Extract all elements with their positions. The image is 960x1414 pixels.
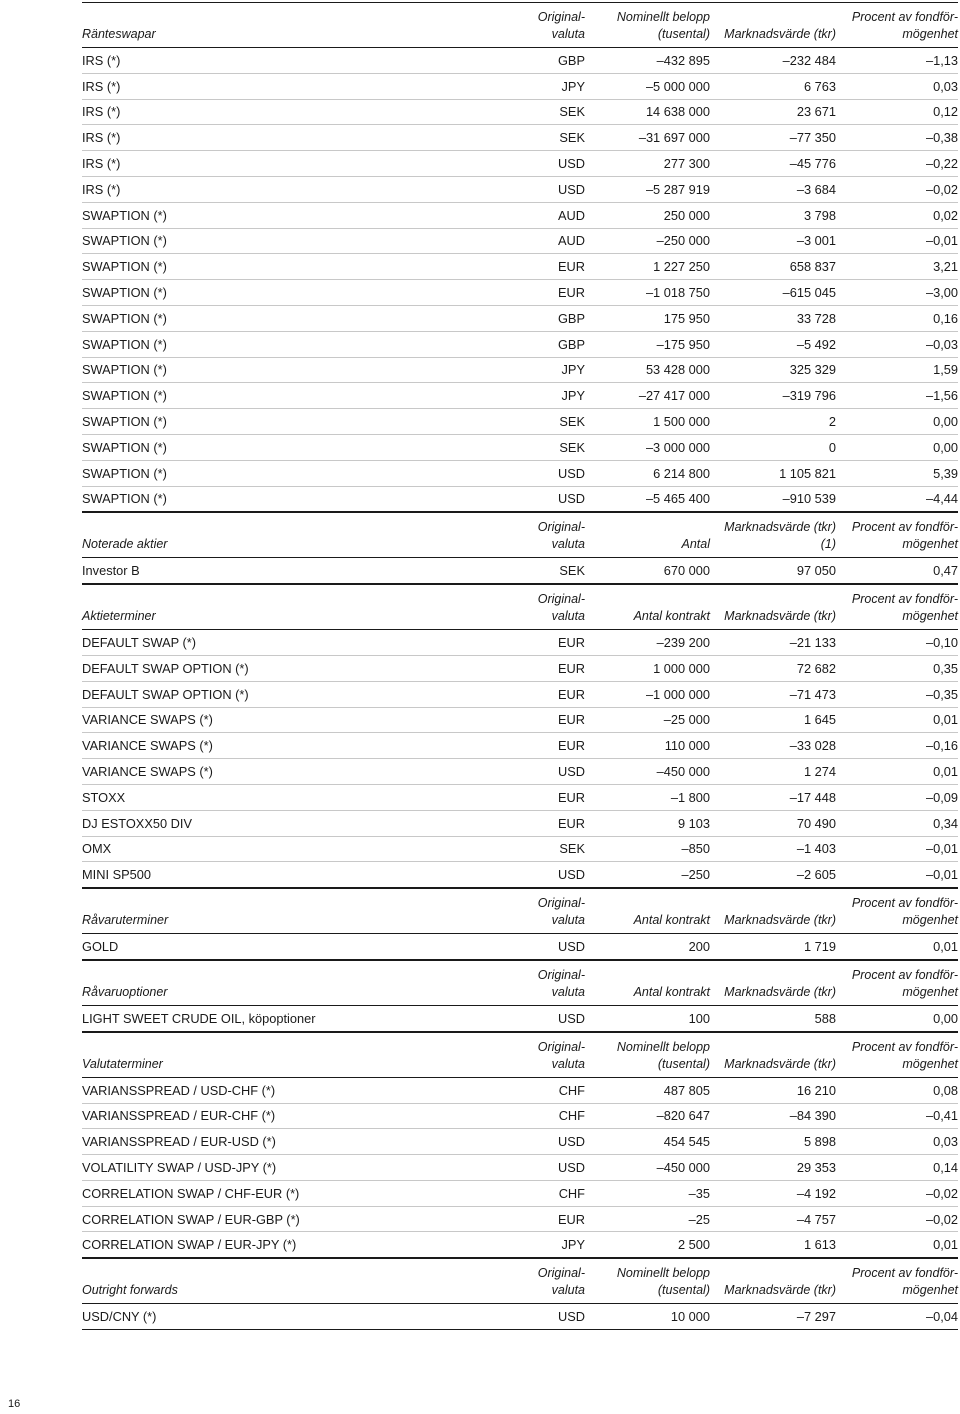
- cell-market-value: 658 837: [789, 259, 836, 275]
- section-header: [82, 1033, 958, 1078]
- cell-amount: –5 000 000: [645, 78, 710, 94]
- header-market-value: Marknadsvärde (tkr): [724, 27, 836, 41]
- section-6: [82, 1258, 958, 1330]
- cell-currency: SEK: [559, 841, 585, 857]
- table-row: [82, 461, 958, 487]
- cell-market-value: –3 684: [796, 181, 836, 197]
- cell-currency: EUR: [557, 285, 585, 301]
- cell-instrument: SWAPTION (*): [82, 388, 167, 404]
- table-row: [82, 409, 958, 435]
- cell-currency: JPY: [561, 78, 585, 94]
- cell-instrument: VARIANCE SWAPS (*): [82, 738, 213, 754]
- cell-market-value: –3 001: [796, 233, 836, 249]
- table-row: [82, 177, 958, 203]
- cell-percent: 0,01: [933, 939, 958, 954]
- cell-currency: EUR: [557, 712, 585, 728]
- table-row: [82, 358, 958, 384]
- cell-amount: 100: [688, 1010, 710, 1026]
- cell-currency: EUR: [557, 259, 585, 275]
- table-row: [82, 759, 958, 785]
- section-header: [82, 513, 958, 558]
- table-row: [82, 708, 958, 734]
- cell-instrument: SWAPTION (*): [82, 414, 167, 430]
- cell-percent: 0,35: [933, 660, 958, 676]
- cell-amount: –820 647: [656, 1108, 710, 1124]
- cell-percent: 0,03: [933, 1134, 958, 1150]
- cell-currency: JPY: [561, 362, 585, 378]
- cell-amount: 670 000: [663, 563, 710, 579]
- cell-instrument: VARIANCE SWAPS (*): [82, 712, 213, 728]
- cell-currency: USD: [557, 867, 585, 883]
- cell-amount: –175 950: [656, 336, 710, 352]
- header-amount: Antal kontrakt: [633, 913, 710, 928]
- table-row: [82, 229, 958, 255]
- table-row: [82, 1181, 958, 1207]
- cell-amount: –5 465 400: [645, 491, 710, 507]
- cell-amount: –450 000: [656, 764, 710, 780]
- cell-amount: 250 000: [663, 207, 710, 223]
- cell-amount: –250: [681, 867, 710, 883]
- cell-instrument: OMX: [82, 841, 112, 857]
- cell-percent: –0,10: [925, 635, 958, 651]
- cell-instrument: IRS (*): [82, 104, 121, 120]
- header-currency: Original- valuta: [537, 967, 585, 999]
- cell-market-value: 70 490: [796, 815, 836, 831]
- table-row: [82, 383, 958, 409]
- cell-percent: 0,00: [933, 439, 958, 455]
- table-row: [82, 487, 958, 513]
- cell-amount: –3 000 000: [645, 439, 710, 455]
- cell-percent: 3,21: [933, 259, 958, 275]
- cell-instrument: IRS (*): [82, 130, 121, 146]
- cell-market-value: 1 613: [803, 1237, 836, 1253]
- cell-market-value: 33 728: [796, 310, 836, 326]
- table-row: [82, 435, 958, 461]
- cell-currency: GBP: [557, 52, 585, 68]
- cell-instrument: SWAPTION (*): [82, 362, 167, 378]
- cell-percent: –0,02: [925, 1211, 958, 1227]
- cell-market-value: 1 105 821: [779, 465, 836, 481]
- cell-instrument: DJ ESTOXX50 DIV: [82, 815, 192, 831]
- section-header: [82, 3, 958, 48]
- cell-currency: AUD: [557, 233, 585, 249]
- cell-percent: 0,47: [933, 563, 958, 579]
- cell-amount: –35: [688, 1185, 710, 1201]
- cell-amount: –850: [681, 841, 710, 857]
- cell-percent: 0,08: [933, 1082, 958, 1098]
- cell-market-value: –7 297: [796, 1309, 836, 1325]
- cell-market-value: 588: [814, 1010, 836, 1026]
- header-amount: Antal: [681, 537, 710, 552]
- header-amount: Antal kontrakt: [633, 609, 710, 624]
- cell-percent: 5,39: [933, 465, 958, 481]
- cell-percent: –4,44: [925, 491, 958, 507]
- cell-percent: 0,00: [933, 414, 958, 430]
- cell-currency: JPY: [561, 1237, 585, 1253]
- cell-instrument: STOXX: [82, 789, 126, 805]
- cell-amount: 1 000 000: [653, 660, 710, 676]
- table-row: [82, 682, 958, 708]
- table-row: [82, 100, 958, 126]
- cell-amount: –250 000: [656, 233, 710, 249]
- header-instrument: Råvaruterminer: [82, 913, 169, 928]
- cell-amount: –27 417 000: [638, 388, 710, 404]
- cell-currency: CHF: [558, 1082, 585, 1098]
- header-currency: Original- valuta: [537, 520, 585, 552]
- cell-amount: 2 500: [677, 1237, 710, 1253]
- table-row: [82, 1207, 958, 1233]
- cell-market-value: 72 682: [796, 660, 836, 676]
- header-market-value: Marknadsvärde (tkr) (1): [724, 520, 836, 552]
- table-row: [82, 1232, 958, 1258]
- cell-currency: JPY: [561, 388, 585, 404]
- cell-market-value: –319 796: [782, 388, 836, 404]
- cell-instrument: USD/CNY (*): [82, 1309, 157, 1325]
- cell-instrument: IRS (*): [82, 52, 121, 68]
- cell-market-value: –71 473: [789, 686, 836, 702]
- cell-market-value: 97 050: [796, 563, 836, 579]
- cell-percent: 0,01: [933, 764, 958, 780]
- cell-percent: 0,00: [933, 1010, 958, 1026]
- cell-market-value: –2 605: [796, 867, 836, 883]
- cell-market-value: 325 329: [789, 362, 836, 378]
- cell-percent: –1,13: [925, 52, 958, 68]
- cell-percent: –0,01: [925, 867, 958, 883]
- cell-currency: EUR: [557, 789, 585, 805]
- cell-amount: –31 697 000: [638, 130, 710, 146]
- table-row: [82, 1078, 958, 1104]
- cell-percent: 0,01: [933, 1237, 958, 1253]
- cell-instrument: IRS (*): [82, 78, 121, 94]
- table-row: [82, 656, 958, 682]
- cell-market-value: –33 028: [789, 738, 836, 754]
- cell-percent: –0,03: [925, 336, 958, 352]
- cell-currency: SEK: [559, 104, 585, 120]
- header-currency: Original- valuta: [537, 10, 585, 41]
- cell-market-value: –45 776: [789, 156, 836, 172]
- section-1: [82, 512, 958, 584]
- cell-currency: SEK: [559, 414, 585, 430]
- cell-instrument: IRS (*): [82, 181, 121, 197]
- cell-currency: USD: [557, 491, 585, 507]
- cell-currency: EUR: [557, 660, 585, 676]
- cell-amount: 1 500 000: [653, 414, 710, 430]
- section-header: [82, 961, 958, 1006]
- header-currency: Original- valuta: [537, 1039, 585, 1071]
- cell-market-value: –4 757: [796, 1211, 836, 1227]
- header-market-value: Marknadsvärde (tkr): [724, 913, 836, 928]
- section-4: [82, 960, 958, 1032]
- header-market-value: Marknadsvärde (tkr): [724, 1283, 836, 1298]
- cell-instrument: VARIANCE SWAPS (*): [82, 764, 213, 780]
- header-instrument: Noterade aktier: [82, 537, 168, 552]
- header-currency: Original- valuta: [537, 896, 585, 928]
- table-row: [82, 48, 958, 74]
- cell-instrument: SWAPTION (*): [82, 285, 167, 301]
- cell-percent: –0,02: [925, 181, 958, 197]
- cell-amount: 487 805: [663, 1082, 710, 1098]
- header-market-value: Marknadsvärde (tkr): [724, 1056, 836, 1071]
- cell-currency: EUR: [557, 815, 585, 831]
- cell-currency: GBP: [557, 310, 585, 326]
- cell-percent: 0,16: [933, 310, 958, 326]
- header-percent: Procent av fondför- mögenhet: [851, 967, 958, 999]
- cell-market-value: 1 719: [803, 939, 836, 954]
- table-row: [82, 332, 958, 358]
- holdings-document: [82, 2, 958, 1330]
- cell-amount: 454 545: [663, 1134, 710, 1150]
- header-percent: Procent av fondför- mögenhet: [851, 1266, 958, 1298]
- header-percent: Procent av fondför- mögenhet: [851, 896, 958, 928]
- cell-percent: –0,16: [925, 738, 958, 754]
- cell-currency: EUR: [557, 686, 585, 702]
- cell-instrument: MINI SP500: [82, 867, 151, 883]
- cell-instrument: SWAPTION (*): [82, 233, 167, 249]
- cell-market-value: –17 448: [789, 789, 836, 805]
- header-instrument: Aktieterminer: [82, 609, 156, 624]
- header-percent: Procent av fondför- mögenhet: [851, 1039, 958, 1071]
- cell-instrument: SWAPTION (*): [82, 336, 167, 352]
- cell-currency: USD: [557, 1134, 585, 1150]
- header-amount: Nominellt belopp (tusental): [616, 1039, 710, 1071]
- cell-market-value: 16 210: [796, 1082, 836, 1098]
- cell-market-value: –77 350: [789, 130, 836, 146]
- cell-currency: CHF: [558, 1108, 585, 1124]
- cell-market-value: –1 403: [796, 841, 836, 857]
- cell-currency: USD: [557, 1010, 585, 1026]
- cell-percent: 0,03: [933, 78, 958, 94]
- header-market-value: Marknadsvärde (tkr): [724, 609, 836, 624]
- cell-instrument: CORRELATION SWAP / EUR-JPY (*): [82, 1237, 297, 1253]
- table-row: [82, 811, 958, 837]
- cell-amount: 200: [688, 939, 710, 954]
- cell-currency: EUR: [557, 635, 585, 651]
- cell-instrument: DEFAULT SWAP (*): [82, 635, 197, 651]
- cell-percent: –0,35: [925, 686, 958, 702]
- cell-currency: USD: [557, 181, 585, 197]
- cell-market-value: 29 353: [796, 1159, 836, 1175]
- cell-market-value: 1 645: [803, 712, 836, 728]
- cell-percent: 0,34: [933, 815, 958, 831]
- table-row: [82, 203, 958, 229]
- cell-amount: 6 214 800: [653, 465, 710, 481]
- cell-amount: 175 950: [663, 310, 710, 326]
- cell-amount: 9 103: [677, 815, 710, 831]
- table-row: [82, 280, 958, 306]
- cell-instrument: CORRELATION SWAP / EUR-GBP (*): [82, 1211, 300, 1227]
- table-row: [82, 862, 958, 888]
- header-instrument: Valutaterminer: [82, 1056, 163, 1071]
- cell-currency: USD: [557, 764, 585, 780]
- header-instrument: Ränteswapar: [82, 27, 156, 41]
- cell-instrument: VARIANSSPREAD / EUR-CHF (*): [82, 1108, 276, 1124]
- table-row: [82, 125, 958, 151]
- cell-amount: –1 000 000: [645, 686, 710, 702]
- table-row: [82, 306, 958, 332]
- cell-instrument: SWAPTION (*): [82, 491, 167, 507]
- section-2: [82, 584, 958, 888]
- header-percent: Procent av fondför- mögenhet: [851, 520, 958, 552]
- header-amount: Nominellt belopp (tusental): [616, 1266, 710, 1298]
- header-percent: Procent av fondför- mögenhet: [851, 592, 958, 624]
- cell-market-value: –4 192: [796, 1185, 836, 1201]
- section-3: [82, 888, 958, 960]
- cell-percent: –1,56: [925, 388, 958, 404]
- cell-currency: EUR: [557, 1211, 585, 1227]
- cell-instrument: IRS (*): [82, 156, 121, 172]
- cell-amount: 14 638 000: [645, 104, 710, 120]
- cell-currency: CHF: [558, 1185, 585, 1201]
- cell-instrument: SWAPTION (*): [82, 439, 167, 455]
- cell-percent: –0,09: [925, 789, 958, 805]
- cell-market-value: 6 763: [803, 78, 836, 94]
- cell-market-value: 1 274: [803, 764, 836, 780]
- cell-percent: –0,01: [925, 841, 958, 857]
- table-row: [82, 733, 958, 759]
- cell-percent: –0,41: [925, 1108, 958, 1124]
- cell-instrument: SWAPTION (*): [82, 465, 167, 481]
- cell-currency: USD: [557, 1309, 585, 1325]
- cell-currency: AUD: [557, 207, 585, 223]
- cell-instrument: SWAPTION (*): [82, 310, 167, 326]
- header-instrument: Outright forwards: [82, 1283, 178, 1298]
- cell-instrument: VARIANSSPREAD / EUR-USD (*): [82, 1134, 276, 1150]
- cell-percent: 0,12: [933, 104, 958, 120]
- table-row: [82, 630, 958, 656]
- table-row: [82, 1155, 958, 1181]
- cell-instrument: SWAPTION (*): [82, 207, 167, 223]
- cell-amount: –1 800: [670, 789, 710, 805]
- cell-instrument: DEFAULT SWAP OPTION (*): [82, 660, 249, 676]
- cell-currency: USD: [557, 156, 585, 172]
- cell-percent: –0,02: [925, 1185, 958, 1201]
- section-0: [82, 2, 958, 512]
- cell-percent: 0,02: [933, 207, 958, 223]
- table-row: [82, 1006, 958, 1032]
- cell-amount: –239 200: [656, 635, 710, 651]
- page-number: 16: [8, 1398, 21, 1410]
- cell-instrument: CORRELATION SWAP / CHF-EUR (*): [82, 1185, 300, 1201]
- cell-currency: EUR: [557, 738, 585, 754]
- cell-market-value: 2: [828, 414, 836, 430]
- cell-percent: 0,01: [933, 712, 958, 728]
- cell-market-value: –232 484: [782, 52, 836, 68]
- cell-amount: 110 000: [664, 738, 710, 754]
- cell-percent: –0,22: [925, 156, 958, 172]
- cell-instrument: DEFAULT SWAP OPTION (*): [82, 686, 249, 702]
- cell-percent: 0,14: [933, 1159, 958, 1175]
- table-row: [82, 1104, 958, 1130]
- cell-market-value: 5 898: [803, 1134, 836, 1150]
- header-amount: Nominellt belopp (tusental): [616, 10, 710, 41]
- header-currency: Original- valuta: [537, 592, 585, 624]
- cell-amount: –5 287 919: [645, 181, 710, 197]
- table-row: [82, 74, 958, 100]
- header-amount: Antal kontrakt: [633, 984, 710, 999]
- cell-percent: –3,00: [925, 285, 958, 301]
- cell-market-value: –910 539: [782, 491, 836, 507]
- header-instrument: Råvaruoptioner: [82, 984, 168, 999]
- cell-currency: USD: [557, 465, 585, 481]
- cell-instrument: Investor B: [82, 563, 140, 579]
- cell-currency: SEK: [559, 563, 585, 579]
- cell-instrument: SWAPTION (*): [82, 259, 167, 275]
- cell-instrument: VARIANSSPREAD / USD-CHF (*): [82, 1082, 276, 1098]
- cell-amount: –25 000: [663, 712, 710, 728]
- header-percent: Procent av fondför- mögenhet: [851, 10, 958, 41]
- cell-market-value: 3 798: [803, 207, 836, 223]
- cell-instrument: VOLATILITY SWAP / USD-JPY (*): [82, 1159, 277, 1175]
- cell-market-value: –84 390: [789, 1108, 836, 1124]
- cell-market-value: 0: [828, 439, 836, 455]
- cell-market-value: –615 045: [782, 285, 836, 301]
- cell-percent: –0,38: [925, 130, 958, 146]
- cell-currency: SEK: [559, 439, 585, 455]
- table-row: [82, 1129, 958, 1155]
- cell-amount: –25: [688, 1211, 710, 1227]
- cell-amount: 1 227 250: [653, 259, 710, 275]
- cell-amount: 277 300: [663, 156, 710, 172]
- table-row: [82, 837, 958, 863]
- table-row: [82, 151, 958, 177]
- cell-amount: 10 000: [670, 1309, 710, 1325]
- cell-percent: –0,01: [925, 233, 958, 249]
- table-row: [82, 1304, 958, 1330]
- table-row: [82, 785, 958, 811]
- cell-market-value: 23 671: [796, 104, 836, 120]
- cell-instrument: GOLD: [82, 939, 119, 954]
- cell-market-value: –5 492: [796, 336, 836, 352]
- table-row: [82, 254, 958, 280]
- section-5: [82, 1032, 958, 1259]
- cell-amount: –1 018 750: [645, 285, 710, 301]
- cell-percent: 1,59: [933, 362, 958, 378]
- cell-amount: –450 000: [656, 1159, 710, 1175]
- section-header: [82, 1259, 958, 1304]
- table-row: [82, 558, 958, 584]
- cell-market-value: –21 133: [789, 635, 836, 651]
- cell-currency: GBP: [557, 336, 585, 352]
- cell-currency: USD: [557, 939, 585, 954]
- cell-percent: –0,04: [925, 1309, 958, 1325]
- section-header: [82, 585, 958, 630]
- table-row: [82, 934, 958, 960]
- cell-currency: USD: [557, 1159, 585, 1175]
- cell-amount: 53 428 000: [645, 362, 710, 378]
- cell-instrument: LIGHT SWEET CRUDE OIL, köpoptioner: [82, 1010, 316, 1026]
- header-market-value: Marknadsvärde (tkr): [724, 984, 836, 999]
- cell-currency: SEK: [559, 130, 585, 146]
- section-header: [82, 889, 958, 934]
- header-currency: Original- valuta: [537, 1266, 585, 1298]
- cell-amount: –432 895: [656, 52, 710, 68]
